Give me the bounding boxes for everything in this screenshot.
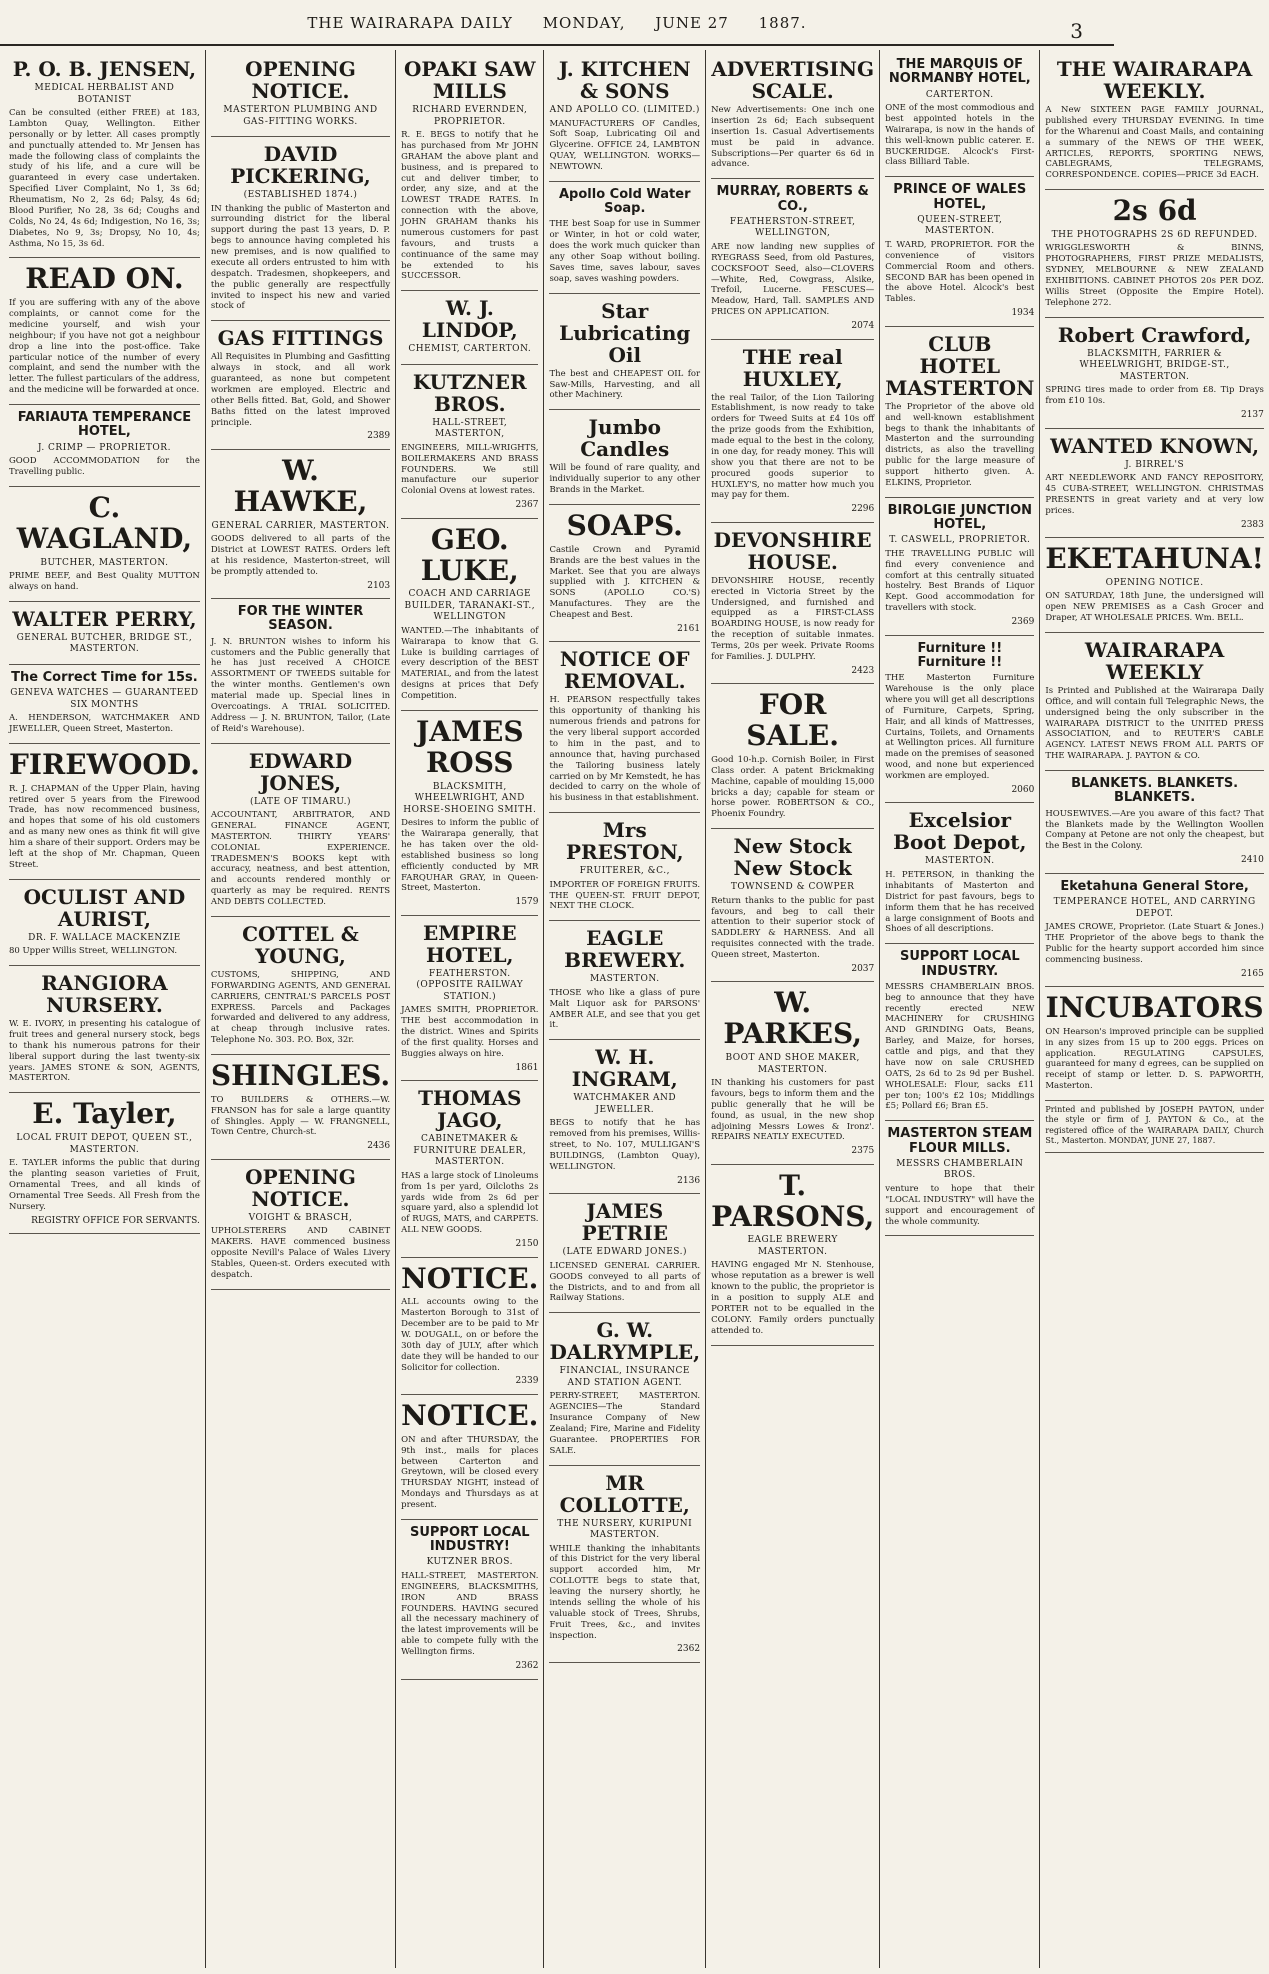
advertisement-reference: 2367 (515, 500, 539, 511)
advertisement-title: DAVID PICKERING, (230, 142, 371, 189)
advertisement-body: PERRY-STREET, MASTERTON. AGENCIES—The Standard Insurance Company of New Zealand; Fire, Marine and Fidelity Guarantee. PROPERTIES FOR SALE. (549, 1391, 701, 1456)
advertisement (401, 1520, 538, 1680)
advertisement (9, 487, 200, 602)
advertisement-subtitle: HALL-STREET, MASTERTON, (432, 417, 508, 440)
advertisement (1045, 429, 1264, 539)
issue-day: MONDAY, (542, 14, 626, 32)
advertisement-body: H. PETERSON, in thanking the inhabitants of Masterton and District for past favours, begs to inform them that he has received a large consignment of Boots and Shoes of all descriptions. (885, 870, 1035, 935)
advertisement-title: WANTED KNOWN, (1050, 433, 1260, 458)
advertisement-title: DEVONSHIRE HOUSE. (713, 527, 872, 574)
advertisement-body: IMPORTER OF FOREIGN FRUITS. THE QUEEN-ST. FRUIT DEPOT, NEXT THE CLOCK. (549, 879, 701, 912)
advertisement-body: WHILE thanking the inhabitants of this District for the very liberal support accorded him, Mr COLLOTTE begs to state that, leaving the nursery shortly, he intends selling the whole of his valuable stock of Trees, Shrubs, Fruit Trees, &c., and invites inspection. (549, 1543, 701, 1641)
advertisement-title: C. WAGLAND, (16, 490, 193, 555)
advertisement-subtitle: WATCHMAKER AND JEWELLER. (573, 1093, 677, 1115)
advertisement-subtitle: THE NURSERY, KURIPUNI MASTERTON. (557, 1518, 693, 1541)
advertisement-reference: 2037 (851, 963, 875, 974)
advertisement-body: WRIGGLESWORTH & BINNS, PHOTOGRAPHERS, FIRST PRIZE MEDALISTS, SYDNEY, MELBOURNE & NEW ZEALAND EXHIBITIONS. CABINET PHOTOS 20s PER DOZ. Willis Street (Opposite the Empire Hotel). Telephone 272. (1045, 243, 1264, 308)
advertisement-body: PRIME BEEF, and Best Quality MUTTON always on hand. (9, 571, 200, 592)
advertisement-title: OCULIST AND AURIST, (23, 884, 186, 931)
advertisement-title: OPENING NOTICE. (245, 1164, 356, 1211)
advertisement-title: THE real HUXLEY, (742, 344, 843, 391)
advertisement (9, 966, 200, 1093)
advertisement (1045, 52, 1264, 190)
advertisement (1045, 987, 1264, 1101)
advertisement (885, 52, 1034, 177)
advertisement (211, 744, 390, 917)
advertisement (211, 599, 390, 743)
advertisement-title: Jumbo Candles (580, 415, 670, 462)
advertisement-body: HALL-STREET, MASTERTON. ENGINEERS, BLACKSMITHS, IRON AND BRASS FOUNDERS. HAVING secured all the necessary machinery of the latest improvements will be able to compete fully with the Wellington firms. (401, 1570, 539, 1658)
advertisement-body: The Proprietor of the above old and well-known establishment begs to thank the inhabitants of Masterton and the surrounding districts, as also the travelling public for the large measure of support hitherto given. A. ELKINS, Proprietor. (885, 401, 1035, 488)
advertisement (711, 340, 874, 523)
advertisement-body: ACCOUNTANT, ARBITRATOR, AND GENERAL FINANCE AGENT, MASTERTON. THIRTY YEARS' COLONIAL EXPERIENCE. TRADESMEN'S BOOKS kept with accuracy, neatness, and best attention, and accounts rendered monthly or quarterly as may be required. RENTS AND DEBTS COLLECTED. (210, 810, 391, 908)
advertisement-body: MESSRS CHAMBERLAIN BROS. beg to announce that they have recently erected NEW MACHINERY for CRUSHING AND GRINDING Oats, Beans, Barley, and Maize, for horses, cattle and pigs, and that they have now on sale CRUSHED OATS, 2s 6d to 2s 9d per Bushel. WHOLESALE: Flour, sacks £11 per ton; 100's £2 10s; Middlings £5; Pollard £6; Bran £5. (885, 981, 1035, 1112)
advertisement-body: HOUSEWIVES.—Are you aware of this fact? That the Blankets made by the Wellington Woollen Company at Petone are not only the cheapest, but the Best in the Colony. (1045, 808, 1264, 852)
advertisement-body: ON SATURDAY, 18th June, the undersigned will open NEW PREMISES as a Cash Grocer and Draper, AT WHOLESALE PRICES. Wm. BELL. (1045, 591, 1264, 624)
advertisement-body: LICENSED GENERAL CARRIER. GOODS conveyed to all parts of the Districts, and to and from all Railway Stations. (549, 1260, 701, 1304)
advertisement-subtitle: FEATHERSTON-STREET, WELLINGTON, (729, 216, 856, 239)
advertisement-title: Eketahuna General Store, (1060, 878, 1249, 894)
advertisement (549, 52, 700, 182)
advertisement-subtitle: (LATE EDWARD JONES.) (562, 1247, 688, 1258)
advertisement-columns (4, 50, 1264, 1968)
advertisement-subtitle: GENERAL CARRIER, MASTERTON. (211, 520, 390, 531)
advertisement-reference: 2060 (1011, 784, 1035, 795)
advertisement (9, 602, 200, 665)
advertisement-subtitle: VOIGHT & BRASCH, (248, 1212, 353, 1223)
advertisement-body: JAMES CROWE, Proprietor. (Late Stuart & Jones.) THE Proprietor of the above begs to thank the Public for the hearty support accorded him since commencing business. (1045, 922, 1264, 965)
advertisement (1045, 771, 1264, 874)
advertisement-subtitle: (LATE OF TIMARU.) (249, 796, 352, 807)
advertisement-title: Furniture !! Furniture !! (917, 640, 1003, 670)
advertisement-title: SUPPORT LOCAL INDUSTRY. (900, 949, 1020, 979)
advertisement-body: MANUFACTURERS OF Candles, Soft Soap, Lubricating Oil and Glycerine. OFFICE 24, LAMBTON QUAY, WELLINGTON. WORKS—NEWTOWN. (549, 118, 701, 173)
advertisement-title: BIROLGIE JUNCTION HOTEL, (887, 502, 1033, 533)
advertisement (711, 684, 874, 829)
advertisement (549, 1040, 700, 1194)
advertisement-body: All Requisites in Plumbing and Gasfitting always in stock, and all work guaranteed, as none but competent workmen are employed. Electric and other Bells fitted. Bat, Gold, and Shower Baths fitted on the latest improved principle. (210, 352, 391, 428)
advertisement-body: SPRING tires made to order from £8. Tip Drays from £10 10s. (1045, 385, 1264, 407)
advertisement-body: UPHOLSTERERS AND CABINET MAKERS. HAVE commenced business opposite Nevill's Palace of Wales Livery Stables, Queen-st. Orders executed with despatch. (210, 1226, 391, 1280)
advertisement (1045, 633, 1264, 771)
advertisement-body: Will be found of rare quality, and individually superior to any other Brands in the Market. (549, 463, 701, 496)
advertisement-body: R. E. BEGS to notify that he has purchased from Mr JOHN GRAHAM the above plant and business, and is prepared to cut and deliver timber, to order, any size, and at the LOWEST TRADE RATES. In connection with the above, JOHN GRAHAM thanks his numerous customers for past favours, and trusts a continuance of the same may be extended to his SUCCESSOR. (401, 130, 539, 282)
advertisement-title: Mrs PRESTON, (565, 818, 684, 865)
advertisement-body: ARE now landing new supplies of RYEGRASS Seed, from old Pastures, COCKSFOOT Seed, also—CLOVERS—White, Red, Cowgrass, Alsike, Trefoil, Lucerne. FESCUES—Meadow, Hard, Tall. SAMPLES AND PRICES ON APPLICATION. (711, 241, 875, 318)
advertisement-title: Excelsior Boot Depot, (893, 808, 1027, 855)
advertisement-title: ADVERTISING SCALE. (711, 57, 875, 103)
advertisement-body: The best and CHEAPEST OIL for Saw-Mills, Harvesting, and all other Machinery. (549, 368, 701, 401)
advertisement-title: FOR THE WINTER SEASON. (237, 604, 364, 634)
advertisement (885, 1121, 1034, 1236)
advertisement-title: OPAKI SAW MILLS (403, 57, 536, 103)
advertisement-body: New Advertisements: One inch one insertion 2s 6d; Each subsequent insertion 1s. Casual Advertisements must be paid in advance. Subscriptions—Per quarter 6s 6d in advance. (711, 105, 875, 170)
advertisement-subtitle: CARTERTON. (925, 89, 994, 100)
advertisement (9, 744, 200, 880)
advertisement-title: New Stock New Stock (733, 834, 852, 881)
advertisement-body: R. J. CHAPMAN of the Upper Plain, having retired over 5 years from the Firewood Trade, has now recommenced business, and hopes that some of his old customers and as many new ones as think fit will give him a share of their support. Orders may be left at the shop of Mr. Chapman, Queen Street. (9, 783, 200, 870)
advertisement-body: ONE of the most commodious and best appointed hotels in the Wairarapa, is now in the hands of this well-known public caterer. E. BUCKERIDGE. Alcock's First-class Billiard Table. (885, 103, 1035, 168)
advertisement-title: Robert Crawford, (1057, 322, 1252, 347)
advertisement (9, 880, 200, 966)
advertisement-title: EMPIRE HOTEL, (422, 920, 517, 967)
advertisement (211, 450, 390, 599)
advertisement-title: G. W. DALRYMPLE, (549, 1318, 701, 1365)
advertisement (401, 519, 538, 711)
advertisement (711, 523, 874, 685)
advertisement-title: P. O. B. JENSEN, (12, 57, 197, 81)
issue-year: 1887. (758, 14, 807, 32)
advertisement-reference: REGISTRY OFFICE FOR SERVANTS. (31, 1215, 200, 1226)
advertisement-body: venture to hope that their "LOCAL INDUSTRY" will have the support and encouragement of the whole community. (885, 1183, 1035, 1227)
advertisement-reference: 2339 (515, 1376, 539, 1387)
advertisement (885, 498, 1034, 636)
advertisement-body: Return thanks to the public for past favours, and beg to call their attention to their superior stock of SADDLERY & HARNESS. And all requisites connected with the trade. Queen street, Masterton. (711, 895, 875, 961)
advertisement (401, 52, 538, 291)
advertisement-subtitle: MEDICAL HERBALIST AND BOTANIST (34, 83, 175, 105)
advertisement-title: THOMAS JAGO, (418, 1086, 522, 1133)
advertisement-body: THOSE who like a glass of pure Malt Liquor ask for PARSONS' AMBER ALE, and see that you get it. (549, 987, 701, 1031)
advertisement-body: BEGS to notify that he has removed from his premises, Willis-street, to No. 107, MULLIGAN'S BUILDINGS, (Lambton Quay), WELLINGTON. (549, 1118, 701, 1172)
advertisement-body: GOODS delivered to all parts of the District at LOWEST RATES. Orders left at his residence, Masterton-street, will be promptly attended to. (210, 534, 391, 577)
advertisement-subtitle: OPENING NOTICE. (1105, 577, 1204, 588)
advertisement-body: THE Masterton Furniture Warehouse is the only place where you will get all descriptions of Furniture, Carpets, Spring, Hair, and all kinds of Mattresses, Curtains, Toilets, and Ornaments at Wellington prices. All furniture made on the premises of seasoned wood, and none but experienced workmen are employed. (885, 673, 1035, 782)
advertisement-reference: 2074 (851, 321, 875, 331)
advertisement-subtitle: EAGLE BREWERY MASTERTON. (747, 1235, 838, 1257)
advertisement-subtitle: COACH AND CARRIAGE BUILDER, TARANAKI-ST., WELLINGTON (404, 589, 536, 623)
advertisement (9, 1093, 200, 1234)
advertisement-subtitle: FINANCIAL, INSURANCE AND STATION AGENT. (559, 1366, 690, 1388)
advertisement (211, 1160, 390, 1290)
advertisement-title: MASTERTON STEAM FLOUR MILLS. (887, 1126, 1033, 1156)
advertisement (549, 182, 700, 294)
advertisement (885, 636, 1034, 804)
advertisement (1045, 538, 1264, 633)
advertisement-body: Is Printed and Published at the Wairarapa Daily Office, and will contain full Telegraphic News, the undersigned being the only subscriber in the WAIRARAPA DISTRICT to the UNITED PRESS ASSOCIATION, and to REUTER'S CABLE AGENCY. LATEST NEWS FROM ALL PARTS OF THE WAIRARAPA. J. PAYTON & CO. (1045, 685, 1264, 762)
advertisement-subtitle: CHEMIST, CARTERTON. (408, 344, 532, 355)
advertisement (401, 1258, 538, 1395)
advertisement-title: WAIRARAPA WEEKLY (1084, 637, 1225, 684)
advertisement (211, 52, 390, 137)
advertisement (711, 1165, 874, 1346)
advertisement-subtitle: GENERAL BUTCHER, BRIDGE ST., MASTERTON. (16, 632, 193, 655)
advertisement-title: FARIAUTA TEMPERANCE HOTEL, (17, 410, 192, 440)
column-6 (880, 50, 1040, 1968)
advertisement-body: E. TAYLER informs the public that during the planting season varieties of Fruit, Ornamental Trees, and all kinds of Ornamental Tree Seeds. All Fresh from the Nursery. (9, 1158, 200, 1212)
advertisement (885, 177, 1034, 326)
advertisement-title: RANGIORA NURSERY. (41, 971, 168, 1018)
advertisement (885, 944, 1034, 1121)
advertisement-subtitle: MASTERTON PLUMBING AND GAS-FITTING WORKS. (223, 105, 378, 127)
advertisement-reference: 2165 (1240, 968, 1264, 979)
advertisement-subtitle: BLACKSMITH, FARRIER & WHEELWRIGHT, BRIDGE-ST., MASTERTON. (1079, 348, 1230, 382)
advertisement-body: HAVING engaged Mr N. Stenhouse, whose reputation as a brewer is well known to the public, the proprietor is in a position to supply ALE and PORTER not to be equalled in the COLONY. Family orders punctually attended to. (711, 1260, 875, 1336)
advertisement-body: GOOD ACCOMMODATION for the Travelling public. (9, 456, 200, 478)
advertisement-title: NOTICE OF REMOVAL. (559, 647, 690, 694)
advertisement-reference: 2436 (367, 1141, 391, 1152)
advertisement-subtitle: FRUITERER, &C., (579, 866, 670, 877)
advertisement-title: INCUBATORS (1045, 991, 1264, 1025)
advertisement-title: E. Tayler, (32, 1097, 177, 1131)
advertisement (885, 803, 1034, 944)
advertisement-subtitle: THE PHOTOGRAPHS 2S 6D REFUNDED. (1051, 229, 1258, 240)
advertisement-subtitle: RICHARD EVERNDEN, PROPRIETOR. (412, 105, 528, 127)
advertisement-subtitle: T. CASWELL, PROPRIETOR. (889, 535, 1031, 546)
advertisement-body: THE TRAVELLING PUBLIC will find every convenience and comfort at this centrally situated hostelry. Best Brands of Liquor Kept. Good accommodation for travellers with stock. (885, 548, 1035, 614)
advertisement-body: A. HENDERSON, WATCHMAKER AND JEWELLER, Queen Street, Masterton. (9, 713, 200, 735)
advertisement-reference: 2296 (851, 504, 875, 515)
advertisement-subtitle: AND APOLLO CO. (LIMITED.) (549, 105, 700, 115)
advertisement-title: OPENING NOTICE. (245, 57, 356, 103)
advertisement-reference: 2362 (515, 1660, 539, 1671)
advertisement-reference: 1861 (515, 1062, 539, 1073)
advertisement-title: FIREWOOD. (9, 747, 200, 781)
advertisement-title: BLANKETS. BLANKETS. BLANKETS. (1071, 776, 1239, 806)
advertisement-title: SOAPS. (566, 508, 683, 542)
advertisement (549, 1313, 700, 1465)
advertisement-title: W. PARKES, (723, 986, 862, 1051)
advertisement-body: JAMES SMITH, PROPRIETOR. THE best accommodation in the district. Wines and Spirits of the first quality. Horses and Buggies always on hire. (401, 1005, 539, 1059)
advertisement (549, 813, 700, 921)
advertisement (711, 52, 874, 179)
advertisement-subtitle: KUTZNER BROS. (426, 1557, 513, 1568)
advertisement (1045, 318, 1264, 429)
column-3 (396, 50, 544, 1968)
advertisement-title: EKETAHUNA! (1045, 542, 1264, 576)
advertisement-subtitle: QUEEN-STREET, MASTERTON. (917, 214, 1003, 237)
advertisement-body: TO BUILDERS & OTHERS.—W. FRANSON has for sale a large quantity of Shingles. Apply — W. FRANGNELL, Town Centre, Church-st. (210, 1094, 391, 1138)
advertisement-title: NOTICE. (401, 1261, 539, 1295)
advertisement-title: THE MARQUIS OF NORMANBY HOTEL, (888, 57, 1031, 87)
advertisement-title: JAMES PETRIE (581, 1199, 668, 1246)
advertisement-body: HAS a large stock of Linoleums from 1s per yard, Oilcloths 2s yards wide from 2s 6d per square yard, also a splendid lot of RUGS, MATS, and CARPETS. ALL NEW GOODS. (401, 1170, 539, 1236)
advertisement-subtitle: BUTCHER, MASTERTON. (40, 557, 169, 568)
advertisement-title: W. J. LINDOP, (421, 296, 518, 343)
advertisement-title: EAGLE BREWERY. (564, 926, 686, 973)
advertisement-reference: 1579 (515, 897, 539, 908)
advertisement-body: H. PEARSON respectfully takes this opportunity of thanking his numerous friends and patrons for the very liberal support accorded to him in the past, and to announce that, having purchased the Tailoring business lately carried on by Mr Kemstedt, he has decided to carry on the whole of his business in that establishment. (549, 695, 701, 804)
advertisement-body: 80 Upper Willis Street, WELLINGTON. (9, 946, 178, 957)
advertisement-title: NOTICE. (401, 1398, 539, 1432)
advertisement-title: Star Lubricating Oil (559, 298, 691, 367)
advertisement-subtitle: TOWNSEND & COWPER (730, 882, 855, 893)
advertisement-body: Can be consulted (either FREE) at 183, Lambton Quay, Wellington. Either personally or by letter. All cases promptly and punctually attended to. Mr Jensen has made the following class of complaints the study of his life, and a cure will be guaranteed in every case undertaken. Specified Liver Complaint, No 1, 3s 6d; Rheumatism, No 2, 2s 6d; Palsy, 4s 6d; Blood Purifier, No 28, 3s 6d; Coughs and Colds, No 24, 4s 6d; Indigestion, No 16, 3s; Diabetes, No 9, 3s; Dropsy, No 10, 4s; Asthma, No 15, 3s 6d. (9, 108, 200, 249)
advertisement (549, 921, 700, 1040)
advertisement-subtitle: MASTERTON. (589, 974, 660, 985)
advertisement (9, 52, 200, 258)
advertisement-subtitle: BOOT AND SHOE MAKER, MASTERTON. (725, 1053, 860, 1075)
advertisement (549, 410, 700, 505)
advertisement (211, 1055, 390, 1160)
advertisement-title: GAS FITTINGS (217, 326, 384, 351)
advertisement (711, 829, 874, 982)
advertisement-reference: 2410 (1240, 855, 1264, 866)
column-2 (206, 50, 396, 1968)
masthead (0, 0, 1114, 46)
advertisement-title: 2s 6d (1112, 194, 1197, 228)
advertisement-subtitle: DR. F. WALLACE MACKENZIE (28, 932, 181, 943)
column-1 (4, 50, 206, 1968)
column-4 (544, 50, 706, 1968)
column-7 (1040, 50, 1269, 1968)
advertisement-subtitle: MASTERTON. (924, 856, 995, 867)
advertisement-subtitle: FEATHERSTON. (OPPOSITE RAILWAY STATION.) (416, 968, 524, 1002)
advertisement (211, 137, 390, 321)
advertisement-body: ON Hearson's improved principle can be supplied in any sizes from 15 up to 200 eggs. Prices on application. REGULATING CAPSULES, guaranteed for many d egrees, can be supplied on receipt of stamp or letter. D. S. PAPWORTH, Masterton. (1045, 1026, 1264, 1092)
advertisement-body: ENGINEERS, MILL-WRIGHTS, BOILERMAKERS AND BRASS FOUNDERS. We still manufacture our superior Colonial Ovens at lowest rates. (401, 442, 539, 497)
advertisement (401, 711, 538, 916)
advertisement-subtitle: J. BIRREL'S (1125, 459, 1185, 470)
advertisement-title: T. PARSONS, (711, 1168, 875, 1233)
paper-title: THE WAIRARAPA DAILY (307, 14, 513, 32)
advertisement-reference: 2161 (677, 623, 701, 634)
advertisement-body: DEVONSHIRE HOUSE, recently erected in Victoria Street by the Undersigned, and furnished and equipped as a FIRST-CLASS BOARDING HOUSE, is now ready for the reception of suitable inmates. Terms, 20s per week. Private Rooms for Families. J. DULPHY. (711, 575, 875, 662)
advertisement (1045, 190, 1264, 318)
advertisement-reference: 2375 (851, 1146, 875, 1157)
advertisement (549, 294, 700, 411)
advertisement (711, 179, 874, 339)
advertisement-body: IN thanking his customers for past favours, begs to inform them and the public generally that he will be found, as usual, in the new shop adjoining Messrs Lowes & Ironz'. REPAIRS NEATLY EXECUTED. (711, 1078, 875, 1143)
advertisement-body: A New SIXTEEN PAGE FAMILY JOURNAL, published every THURSDAY EVENING. In time for the Wharenui and Coast Mails, and containing a summary of the NEWS OF THE WEEK, ARTICLES, REPORTS, SPORTING NEWS, CABLEGRAMS, TELEGRAMS, CORRESPONDENCE. COPIES—PRICE 3d EACH. (1045, 105, 1264, 181)
advertisement-body: the real Tailor, of the Lion Tailoring Establishment, is now ready to take orders for Tweed Suits at £4 10s off the prize goods from the Exhibition, made equal to the best in the colony, in one day, for ready money. This will show you that there are not to be procured goods superior to HUXLEY'S, no matter how much you may pay for them. (711, 392, 875, 501)
advertisement (211, 321, 390, 450)
advertisement-reference: 2369 (1011, 617, 1035, 628)
advertisement (211, 917, 390, 1055)
advertisement-title: COTTEL & YOUNG, (242, 921, 359, 968)
advertisement-title: SUPPORT LOCAL INDUSTRY! (409, 1524, 530, 1555)
advertisement (401, 291, 538, 365)
advertisement-reference: 2423 (851, 665, 875, 676)
advertisement-reference: 2150 (515, 1239, 539, 1249)
advertisement-title: J. KITCHEN & SONS (558, 57, 691, 103)
advertisement-body: If you are suffering with any of the above complaints, or cannot come for the medicine yourself, and wish your neighbour; if you have not got a neighbour drop a line into the post-office. Take particular notice of the number of every complaint, and send the number with the letter. The fullest particulars of the address, and the medicine will be forwarded at once. (9, 298, 200, 396)
column-5 (706, 50, 880, 1968)
advertisement-title: GEO. LUKE, (420, 522, 519, 587)
advertisement-reference: 2362 (677, 1644, 701, 1655)
advertisement-reference: 1934 (1011, 308, 1035, 319)
advertisement (9, 405, 200, 487)
advertisement-title: JAMES ROSS (416, 714, 524, 779)
advertisement (711, 982, 874, 1164)
advertisement-title: Apollo Cold Water Soap. (558, 186, 691, 217)
advertisement-subtitle: MESSRS CHAMBERLAIN BROS. (896, 1158, 1024, 1181)
advertisement-body: CUSTOMS, SHIPPING, AND FORWARDING AGENTS, AND GENERAL CARRIERS, CENTRAL'S PARCELS POST EXPRESS. Parcels and Packages forwarded and delivered to any address, at cheap through inclusive rates. Telephone No. 303. P.O. Box, 32r. (210, 969, 391, 1046)
advertisement-subtitle: BLACKSMITH, WHEELWRIGHT, AND HORSE-SHOEING SMITH. (403, 781, 537, 815)
advertisement (401, 1081, 538, 1257)
advertisement-title: KUTZNER BROS. (412, 369, 527, 416)
advertisement-title: EDWARD JONES, (248, 748, 353, 795)
advertisement-body: Castile Crown and Pyramid Brands are the best values in the Market. See that you are always supplied with J. KITCHEN & SONS (APOLLO CO.'S) Manufactures. They are the Cheapest and Best. (549, 544, 701, 621)
advertisement-reference: 2103 (367, 580, 391, 591)
advertisement-title: THE WAIRARAPA WEEKLY. (1056, 57, 1253, 103)
advertisement-reference: 2389 (367, 431, 391, 442)
advertisement-subtitle: LOCAL FRUIT DEPOT, QUEEN ST., MASTERTON. (16, 1133, 193, 1155)
advertisement-subtitle: GENEVA WATCHES — GUARANTEED SIX MONTHS (10, 688, 199, 710)
advertisement-title: PRINCE OF WALES HOTEL, (893, 182, 1027, 212)
advertisement (401, 916, 538, 1081)
advertisement (549, 642, 700, 813)
advertisement (549, 1194, 700, 1313)
advertisement-body: ON and after THURSDAY, the 9th inst., mails for places between Carterton and Greytown, will be closed every THURSDAY NIGHT, instead of Mondays and Thursdays as at present. (401, 1434, 539, 1510)
page-number: 3 (1070, 19, 1084, 43)
advertisement-title: MURRAY, ROBERTS & CO., (716, 184, 869, 214)
advertisement-title: FOR SALE. (746, 688, 840, 753)
advertisement-title: The Correct Time for 15s. (11, 669, 198, 685)
issue-date: JUNE 27 (655, 14, 729, 32)
advertisement-title: READ ON. (25, 262, 184, 296)
advertisement (549, 505, 700, 642)
advertisement (9, 665, 200, 744)
printer-imprint: Printed and published by JOSEPH PAYTON, under the style or firm of J. PAYTON & Co., at the registered office of the WAIRARAPA DAILY, Church St., Masterton. MONDAY, JUNE 27, 1887. (1045, 1101, 1264, 1153)
advertisement-body: W. E. IVORY, in presenting his catalogue of fruit trees and general nursery stock, begs to thank his numerous patrons for their liberal support during the last twenty-six years. JAMES STONE & SON, AGENTS, MASTERTON. (9, 1019, 200, 1084)
advertisement-reference: 2383 (1240, 519, 1264, 530)
advertisement-title: W. H. INGRAM, (571, 1045, 678, 1092)
advertisement-body: T. WARD, PROPRIETOR. FOR the convenience of visitors Commercial Room and others. SECOND BAR has been opened in the above Hotel. Alcock's best Tables. (885, 239, 1035, 305)
advertisement-reference: 2137 (1240, 409, 1264, 420)
advertisement-body: J. N. BRUNTON wishes to inform his customers and the Public generally that he has just received A CHOICE ASSORTMENT OF TWEEDS suitable for the winter months. Gentlemen's own material made up. Special lines in Overcoatings. A TRIAL SOLICITED. Address — J. N. BRUNTON, Tailor, (Late of Reid's Warehouse). (210, 636, 391, 734)
advertisement-body: WANTED.—The inhabitants of Wairarapa to know that G. Luke is building carriages of every description of the BEST MATERIAL, and from the latest designs at prices that Defy Competition. (401, 625, 539, 702)
advertisement-subtitle: TEMPERANCE HOTEL, AND CARRYING DEPOT. (1053, 897, 1256, 919)
advertisement (401, 365, 538, 519)
advertisement-title: MR COLLOTTE, (559, 1470, 690, 1517)
advertisement-title: WALTER PERRY, (12, 606, 197, 631)
advertisement-body: Good 10-h.p. Cornish Boiler, in First Class order. A patent Brickmaking Machine, capable of moulding 15,000 bricks a day; capable for steam or horse power. ROBERTSON & CO., Phoenix Foundry. (711, 754, 875, 820)
advertisement (9, 258, 200, 405)
advertisement-reference: 2136 (677, 1175, 701, 1186)
advertisement (885, 327, 1034, 498)
advertisement-body: Desires to inform the public of the Wairarapa generally, that he has taken over the old-established business so long efficiently conducted by MR FARQUHAR GRAY, in Queen-Street, Masterton. (401, 818, 539, 894)
advertisement-title: W. HAWKE, (233, 453, 368, 518)
advertisement-title: SHINGLES. (210, 1059, 391, 1093)
advertisement-subtitle: CABINETMAKER & FURNITURE DEALER, MASTERTON. (413, 1134, 527, 1168)
advertisement (1045, 874, 1264, 987)
advertisement (549, 1466, 700, 1663)
advertisement-body: THE best Soap for use in Summer or Winter, in hot or cold water, does the work much quicker than any other Soap without boiling. Saves time, saves labour, saves soap, saves washing powders. (549, 219, 701, 284)
advertisement-title: CLUB HOTEL MASTERTON (885, 331, 1035, 400)
advertisement-body: ART NEEDLEWORK AND FANCY REPOSITORY, 45 CUBA-STREET, WELLINGTON. CHRISTMAS PRESENTS in great variety and at very low prices. (1045, 473, 1264, 516)
advertisement-body: ALL accounts owing to the Masterton Borough to 31st of December are to be paid to Mr W. DOUGALL, on or before the 30th day of JULY, after which date they will be handed to our Solicitor for collection. (401, 1297, 539, 1373)
advertisement-body: IN thanking the public of Masterton and surrounding district for the liberal support during the past 13 years, D. P. begs to announce having completed his new premises, and is now qualified to execute all orders entrusted to him with despatch. Tradesmen, shopkeepers, and the public generally are respectfully invited to inspect his new and varied stock of (210, 203, 391, 312)
advertisement (401, 1395, 538, 1520)
advertisement-subtitle: J. CRIMP — PROPRIETOR. (37, 442, 171, 453)
advertisement-subtitle: (ESTABLISHED 1874.) (243, 190, 358, 201)
